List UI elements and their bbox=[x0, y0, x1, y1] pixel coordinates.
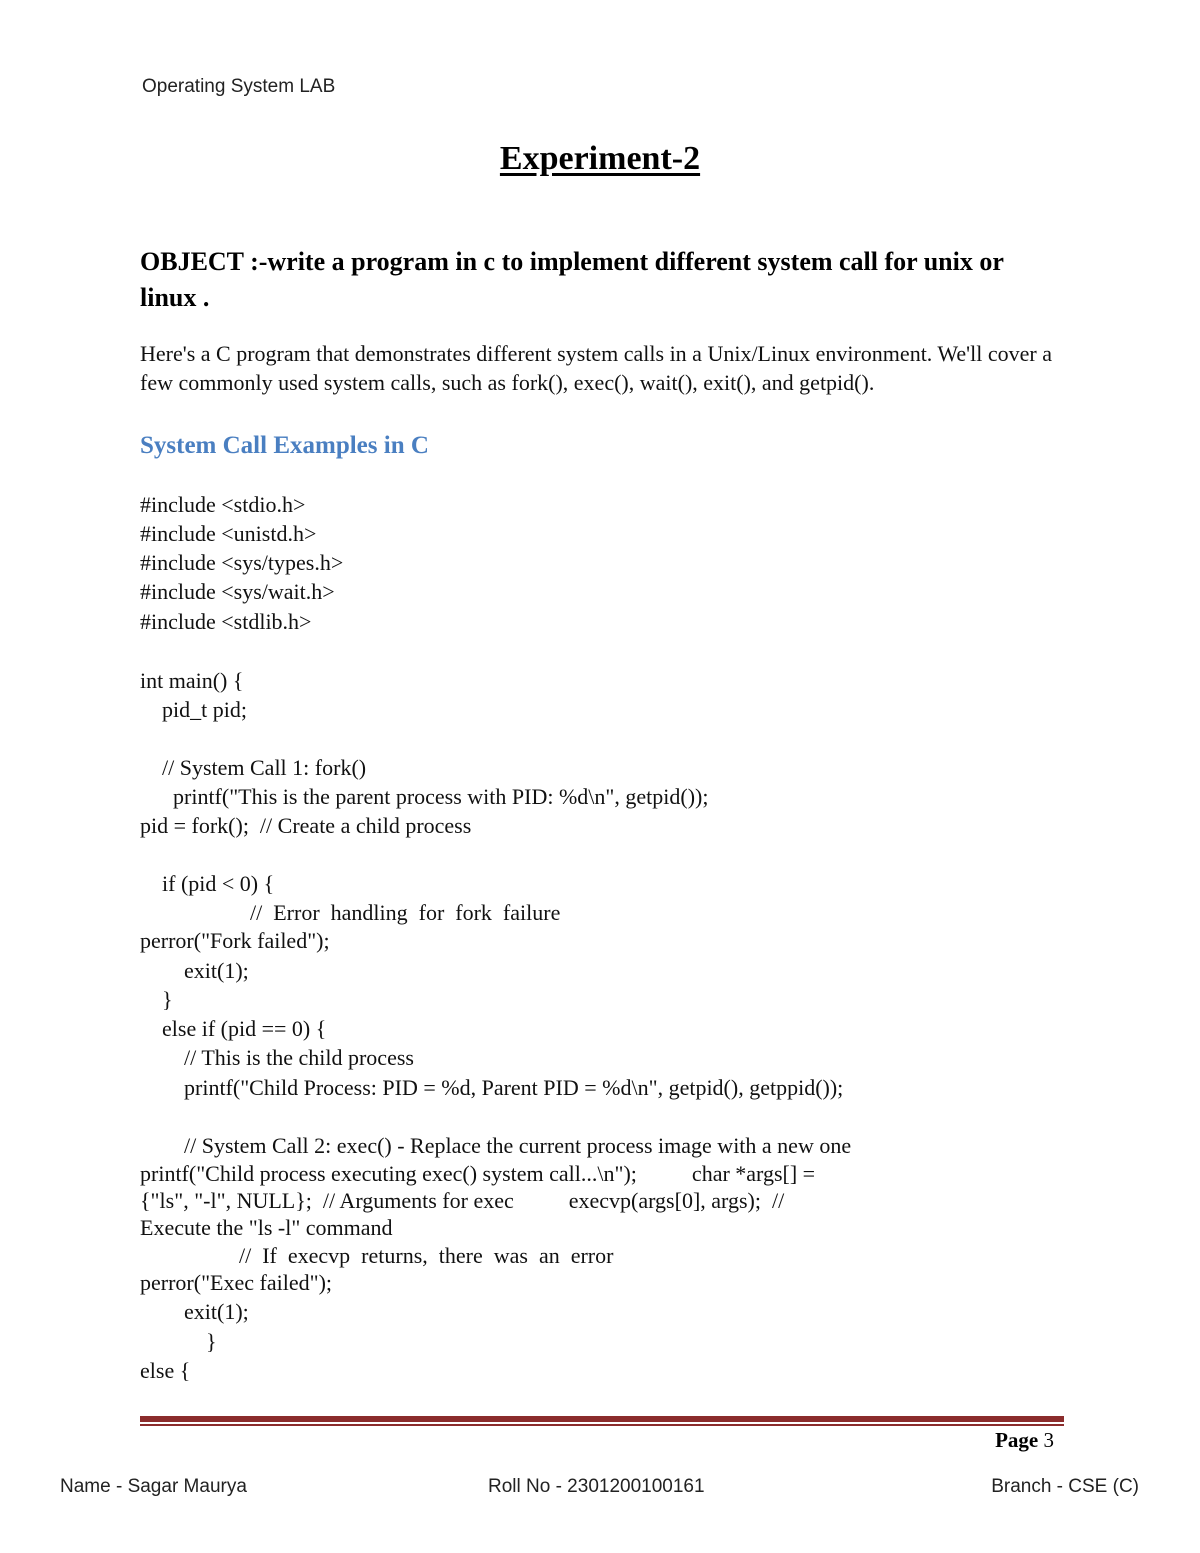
page-label: Page bbox=[995, 1428, 1039, 1452]
code-line: {"ls", "-l", NULL}; // Arguments for exec execvp(args[0], args); // bbox=[140, 1188, 785, 1213]
code-line: // This is the child process bbox=[140, 1045, 414, 1070]
footer-name: Name - Sagar Maurya bbox=[60, 1476, 247, 1497]
code-line: #include <stdio.h> bbox=[140, 492, 306, 517]
code-line: printf("Child process executing exec() system call...\n"); char *args[] = bbox=[140, 1161, 816, 1186]
code-line: // System Call 2: exec() - Replace the current process image with a new one bbox=[140, 1133, 852, 1158]
code-line: // Error handling for fork failure bbox=[140, 900, 561, 925]
code-line: exit(1); bbox=[140, 958, 249, 983]
code-line: // If execvp returns, there was an error bbox=[140, 1243, 614, 1268]
code-line: printf("This is the parent process with PID: %d\n", getpid()); bbox=[140, 784, 709, 809]
page-number bbox=[995, 1428, 1054, 1453]
object-text: :-write a program in c to implement different system call for unix or linux . bbox=[140, 247, 1004, 312]
object-label: OBJECT bbox=[140, 247, 244, 276]
code-line: perror("Fork failed"); bbox=[140, 928, 330, 953]
object-statement bbox=[140, 244, 1060, 316]
code-line: #include <stdlib.h> bbox=[140, 609, 312, 634]
code-line: if (pid < 0) { bbox=[140, 871, 275, 896]
code-line: } bbox=[140, 1329, 217, 1354]
code-line: else { bbox=[140, 1358, 191, 1383]
experiment-title: Experiment-2 bbox=[499, 140, 701, 177]
page-header: Operating System LAB bbox=[142, 76, 336, 97]
code-line: // System Call 1: fork() bbox=[140, 755, 367, 780]
code-line: #include <sys/types.h> bbox=[140, 550, 344, 575]
code-line: else if (pid == 0) { bbox=[140, 1016, 327, 1041]
code-line: printf("Child Process: PID = %d, Parent PID = %d\n", getpid(), getppid()); bbox=[140, 1075, 844, 1100]
intro-paragraph: Here's a C program that demonstrates different system calls in a Unix/Linux environment. We'll cover a few commonly used system calls, such as fork(), exec(), wait(), exit(), and getpid(). bbox=[140, 341, 1052, 395]
page-number-value: 3 bbox=[1043, 1428, 1054, 1452]
footer-rule-thin bbox=[140, 1424, 1064, 1426]
code-line: #include <unistd.h> bbox=[140, 521, 317, 546]
code-line: exit(1); bbox=[140, 1299, 249, 1324]
footer-branch: Branch - CSE (C) bbox=[991, 1476, 1139, 1497]
section-heading: System Call Examples in C bbox=[140, 432, 429, 459]
code-line: perror("Exec failed"); bbox=[140, 1270, 333, 1295]
code-line: pid_t pid; bbox=[140, 697, 247, 722]
footer-roll-no: Roll No - 2301200100161 bbox=[488, 1476, 705, 1497]
code-line: #include <sys/wait.h> bbox=[140, 579, 335, 604]
footer-rule bbox=[140, 1416, 1064, 1422]
code-line: Execute the "ls -l" command bbox=[140, 1215, 393, 1240]
code-line: pid = fork(); // Create a child process bbox=[140, 813, 472, 838]
code-line: } bbox=[140, 987, 173, 1012]
code-line: int main() { bbox=[140, 668, 244, 693]
